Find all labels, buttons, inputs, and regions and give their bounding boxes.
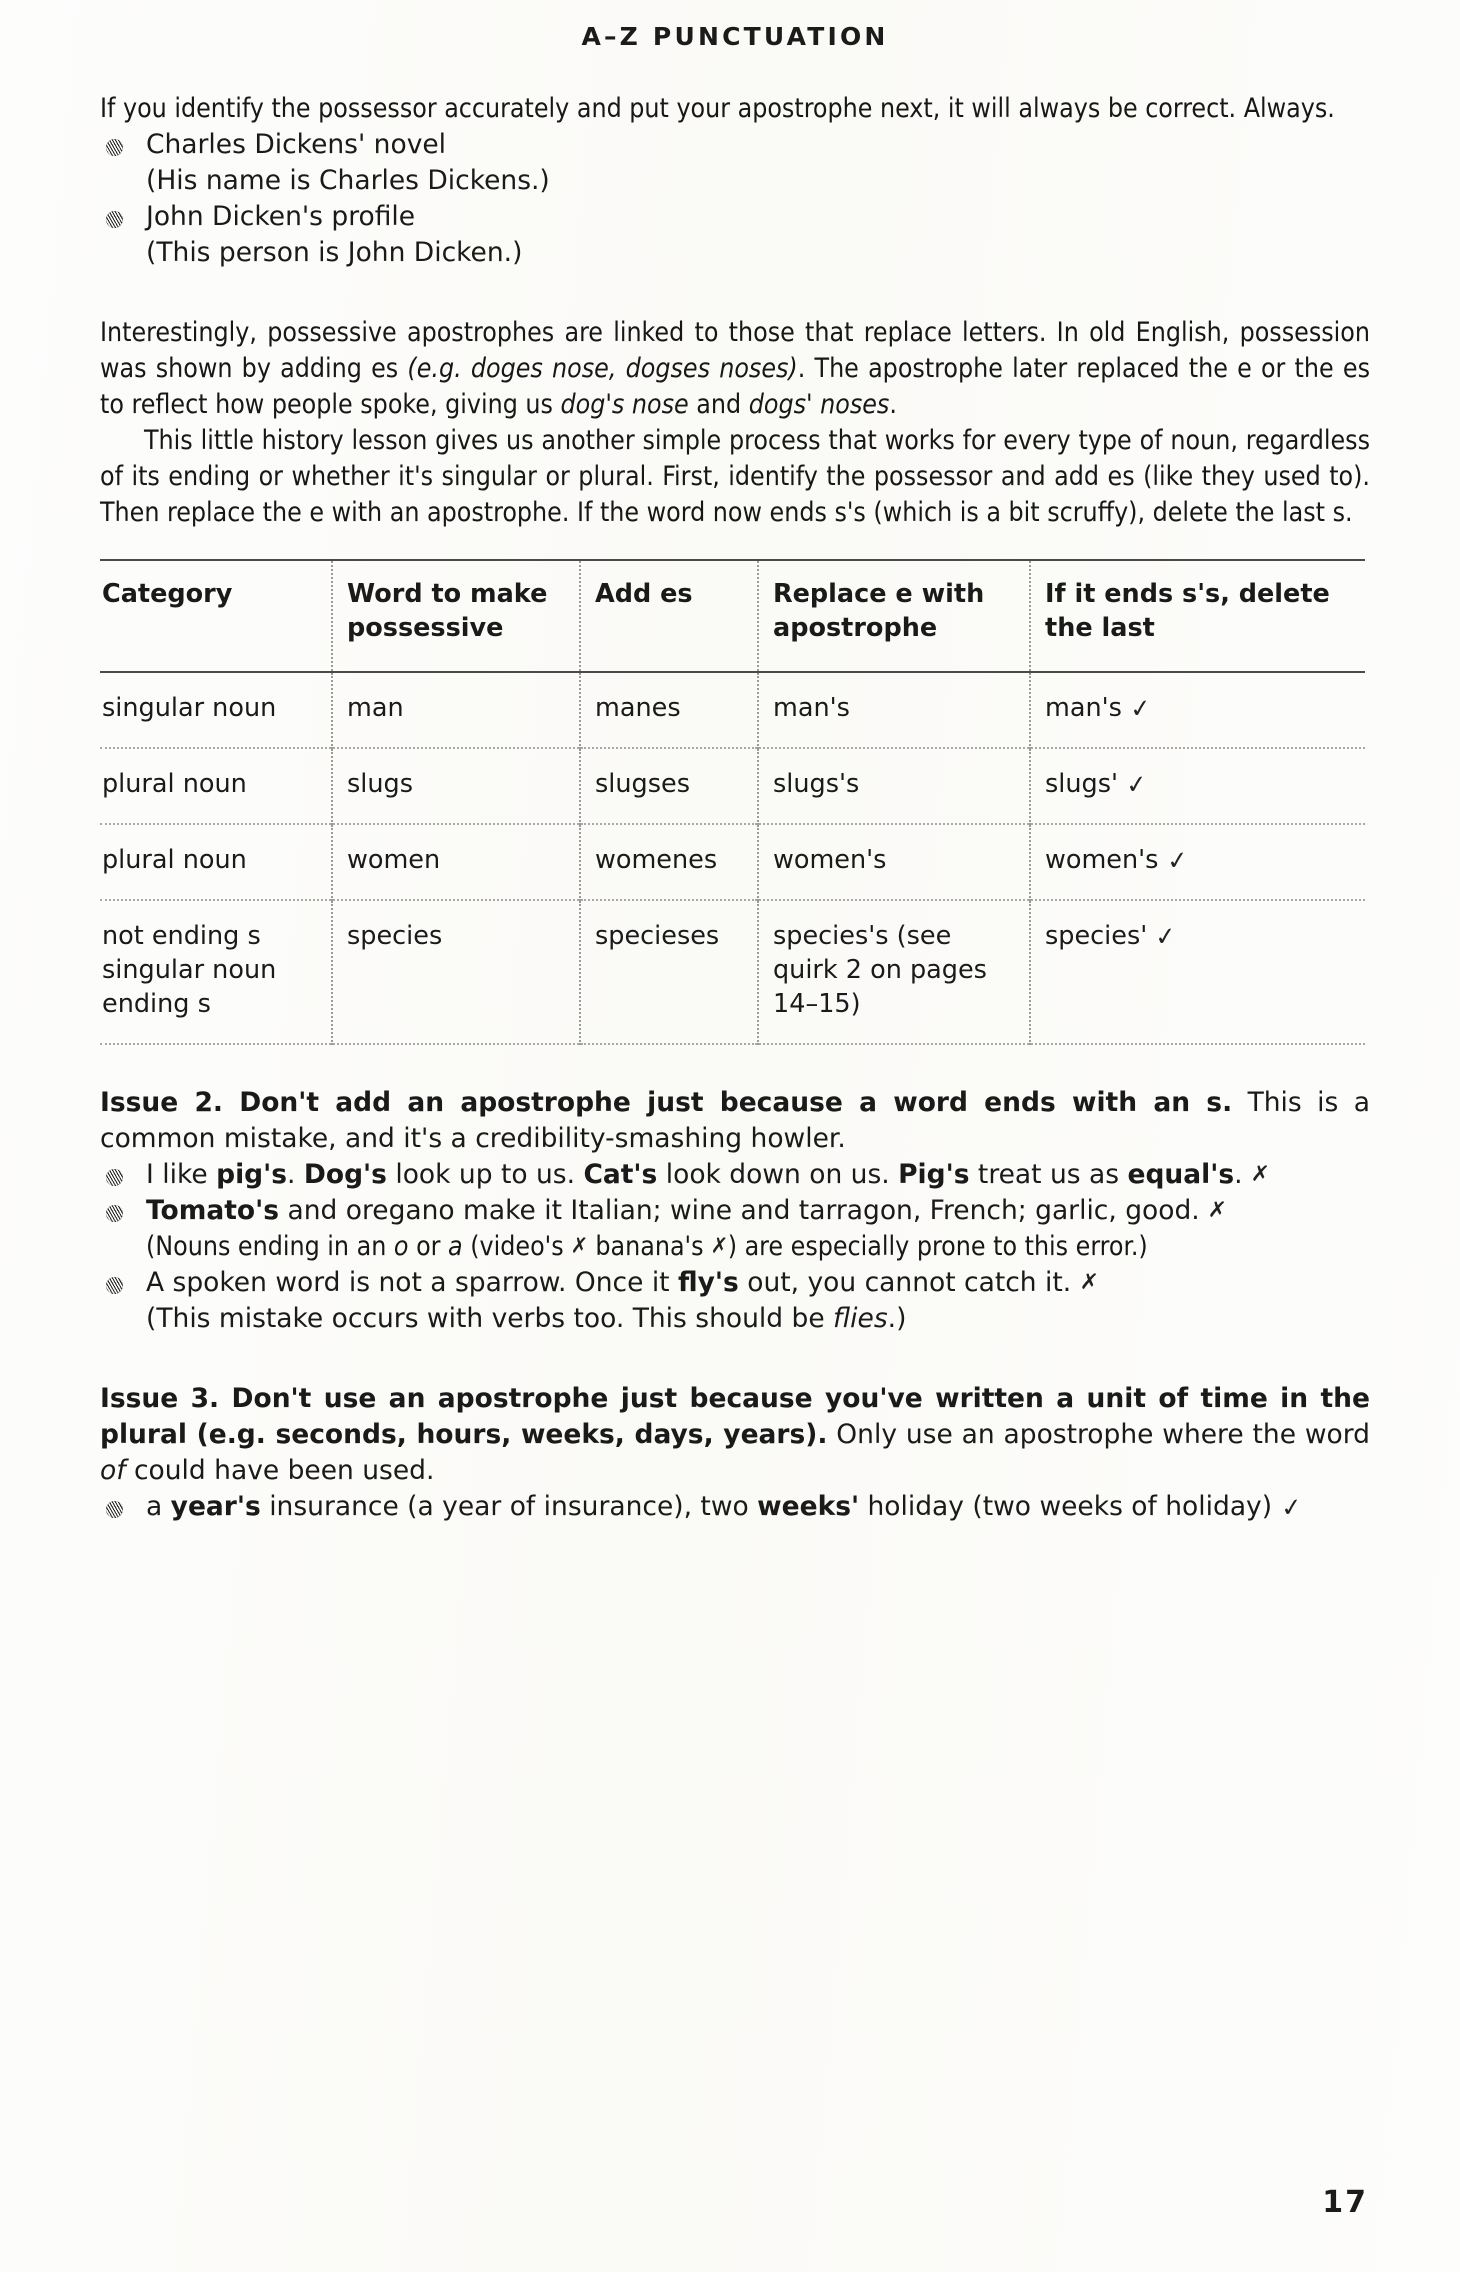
table-body — [100, 672, 1365, 1044]
issue-2-heading: Issue 2. Don't add an apostrophe just because a word ends with an s. — [100, 1087, 1233, 1118]
cell-final-text: man's — [1045, 693, 1122, 723]
table-row — [100, 748, 1365, 824]
column-header-delete-last: If it ends s's, delete the last — [1045, 579, 1330, 643]
cell-replace: slugs's — [758, 748, 1030, 824]
history-p1-italic-1: (e.g. doges nose, dogses noses) — [407, 353, 798, 384]
intro-paragraph: If you identify the possessor accurately and put your apostrophe next, it will always be correct. Always. — [100, 93, 1335, 124]
issue-3-body: Only use an apostrophe where the word — [827, 1419, 1370, 1450]
bullet-text: John Dicken's profile — [146, 201, 416, 232]
bullet-text — [146, 1489, 1370, 1525]
text-run: (video's — [462, 1231, 572, 1262]
bold-run: equal's — [1127, 1159, 1235, 1190]
bold-run: weeks' — [757, 1491, 860, 1522]
history-p1-part-d: . — [889, 389, 897, 420]
cross-icon: ✗ — [1207, 1197, 1228, 1224]
text-run: ) are especially prone to this error.) — [727, 1231, 1148, 1262]
cell-final — [1030, 748, 1365, 824]
list-item — [100, 1193, 1370, 1265]
cell-word: species — [332, 900, 580, 1044]
bullet-text: Charles Dickens' novel — [146, 129, 447, 160]
column-header-add-es: Add es — [580, 560, 758, 672]
cell-final-text: women's — [1045, 845, 1159, 875]
page-content — [100, 0, 1370, 1525]
list-item — [100, 1265, 1370, 1337]
tick-icon: ✓ — [1128, 692, 1153, 725]
history-p1-part-b: . The apostrophe later replaced the e or the es to reflect how people spoke, giving us — [100, 353, 1370, 420]
bold-run: fly's — [678, 1267, 739, 1298]
cell-word: man — [332, 672, 580, 748]
bullet-dot-icon — [100, 1489, 146, 1518]
text-run: a — [146, 1491, 171, 1522]
text-run: holiday (two weeks of holiday) — [859, 1491, 1281, 1522]
bullet-text — [146, 1157, 1370, 1193]
column-header-replace: Replace e with apostrophe — [758, 560, 1030, 672]
italic-run: o — [393, 1231, 409, 1262]
column-header-word: Word to make possessive — [332, 560, 580, 672]
bullet-dot-icon — [100, 199, 146, 228]
bold-run: Cat's — [583, 1159, 658, 1190]
issue-2-body: This is a common mistake, and it's a credibility-smashing howler. — [100, 1087, 1370, 1154]
column-header-category: Category — [100, 560, 332, 672]
bullet-dot-icon — [100, 127, 146, 156]
intro-bullet-list — [100, 127, 1370, 271]
cell-add-es: manes — [580, 672, 758, 748]
cell-replace: man's — [758, 672, 1030, 748]
cell-final — [1030, 824, 1365, 900]
list-item — [100, 127, 1370, 199]
history-p1-part-c: and — [688, 389, 749, 420]
bold-run: Tomato's — [146, 1195, 280, 1226]
running-head: A–Z PUNCTUATION — [581, 22, 889, 51]
cell-add-es: specieses — [580, 900, 758, 1044]
cell-final — [1030, 900, 1365, 1044]
cell-category: singular noun — [100, 672, 332, 748]
text-run: look down on us. — [657, 1159, 899, 1190]
text-run: .) — [887, 1303, 907, 1334]
cross-icon: ✗ — [1078, 1269, 1099, 1296]
bullet-subtext — [100, 1301, 1370, 1337]
table-row — [100, 900, 1365, 1044]
issue-3-body-tail: could have been used. — [125, 1455, 435, 1486]
cross-icon: ✗ — [570, 1233, 589, 1260]
cell-word: women — [332, 824, 580, 900]
cell-final — [1030, 672, 1365, 748]
issue-3-bullet-list — [100, 1489, 1370, 1525]
text-run: out, you cannot catch it. — [738, 1267, 1080, 1298]
text-run: look up to us. — [386, 1159, 584, 1190]
text-run: banana's — [587, 1231, 712, 1262]
tick-icon: ✓ — [1124, 768, 1149, 801]
italic-run: a — [448, 1231, 463, 1262]
history-p1-italic-2: dog's nose — [560, 389, 689, 420]
bullet-subtext: (His name is Charles Dickens.) — [146, 165, 550, 196]
text-run: or — [408, 1231, 449, 1262]
issue-2-bullet-list — [100, 1157, 1370, 1337]
bold-run: Dog's — [303, 1159, 387, 1190]
tick-icon: ✓ — [1279, 1491, 1303, 1524]
text-run: (This mistake occurs with verbs too. This should be — [146, 1303, 834, 1334]
table-header — [100, 560, 1365, 672]
history-p1-part-a: Interestingly, possessive apostrophes are linked to those that replace letters. In old English, possession was shown by adding es — [100, 317, 1370, 384]
list-item — [100, 199, 1370, 271]
table-row — [100, 672, 1365, 748]
bullet-subtext — [100, 1229, 1370, 1265]
italic-run: flies — [833, 1303, 888, 1334]
text-run: and oregano make it Italian; wine and tarragon, French; garlic, good. — [279, 1195, 1209, 1226]
cross-icon: ✗ — [710, 1233, 729, 1260]
cell-category: plural noun — [100, 748, 332, 824]
tick-icon: ✓ — [1153, 920, 1178, 953]
cell-category: not ending s singular noun ending s — [100, 900, 332, 1044]
possessive-table — [100, 559, 1365, 1045]
issue-3-heading: Issue 3. Don't use an apostrophe just because you've written a unit of time in the plural (e.g. seconds, hours, weeks, days, years). — [100, 1383, 1370, 1450]
bold-run: Pig's — [898, 1159, 970, 1190]
cross-icon: ✗ — [1250, 1161, 1271, 1188]
cell-final-text: slugs' — [1045, 769, 1119, 799]
cell-replace: species's (see quirk 2 on pages 14–15) — [758, 900, 1030, 1044]
cell-add-es: womenes — [580, 824, 758, 900]
issue-3-body-italic: of — [100, 1455, 126, 1486]
cell-category: plural noun — [100, 824, 332, 900]
bold-run: year's — [170, 1491, 261, 1522]
possessive-table-wrapper — [100, 559, 1370, 1045]
issue-3-block — [100, 1381, 1370, 1489]
text-run: treat us as — [969, 1159, 1128, 1190]
text-run: A spoken word is not a sparrow. Once it — [146, 1267, 678, 1298]
text-run: insurance (a year of insurance), two — [260, 1491, 758, 1522]
bullet-subtext: (This person is John Dicken.) — [146, 237, 523, 268]
bullet-text — [146, 1265, 1370, 1301]
history-p1-italic-3: dogs' noses — [748, 389, 890, 420]
text-run: . — [1234, 1159, 1252, 1190]
list-item — [100, 1157, 1370, 1193]
bold-run: pig's — [216, 1159, 288, 1190]
bullet-dot-icon — [100, 1265, 146, 1294]
table-row — [100, 824, 1365, 900]
issue-2-block — [100, 1085, 1370, 1157]
cell-final-text: species' — [1045, 921, 1148, 951]
bullet-dot-icon — [100, 1193, 146, 1222]
history-paragraph-2: This little history lesson gives us another simple process that works for every type of noun, regardless of its ending or whether it's singular or plural. First, identify the possessor and add es (like they used to). Then replace the e with an apostrophe. If the word now ends s's (which is a bit scruffy), delete the last s. — [100, 425, 1370, 528]
table-header-row — [100, 560, 1365, 672]
list-item — [100, 1489, 1370, 1525]
history-paragraph-1 — [100, 315, 1370, 423]
text-run: (Nouns ending in an — [146, 1231, 394, 1262]
page-number: 17 — [1322, 2185, 1368, 2220]
cell-add-es: slugses — [580, 748, 758, 824]
text-run: I like — [146, 1159, 217, 1190]
bullet-dot-icon — [100, 1157, 146, 1186]
cell-replace: women's — [758, 824, 1030, 900]
cell-word: slugs — [332, 748, 580, 824]
bullet-text — [146, 1193, 1370, 1229]
tick-icon: ✓ — [1165, 844, 1189, 877]
text-run: . — [287, 1159, 304, 1190]
